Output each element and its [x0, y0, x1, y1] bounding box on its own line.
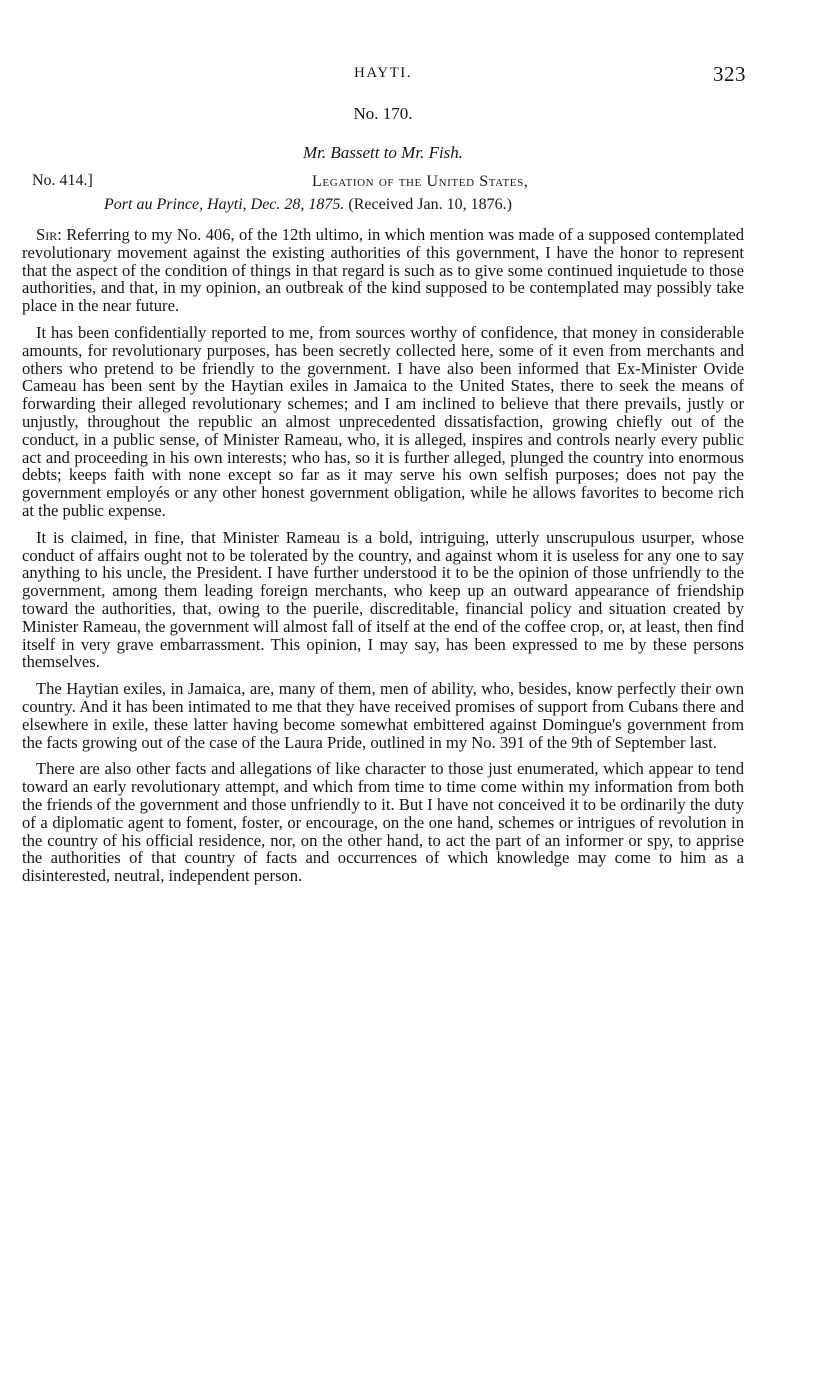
- place-date: Port au Prince, Hayti, Dec. 28, 1875.: [104, 196, 345, 213]
- received-date: (Received Jan. 10, 1876.): [348, 196, 512, 213]
- document-heading: Mr. Bassett to Mr. Fish.: [302, 143, 464, 162]
- paragraph: There are also other facts and allegations of like character to those just enumerated, which appear to tend toward an early revolutionary attempt, and which from time to time come within my information from both the friends of the government and those unfriendly to it. But I have not conceived it to be ordinarily the duty of a diplomatic agent to foment, foster, or encourage, on the one hand, schemes or intrigues of revolution in the country of his official residence, nor, on the other hand, to act the part of an informer or spy, to apprise the authorities of that country of facts and occurrences of which knowledge may come to him as a disinterested, neutral, independent person.: [22, 759, 744, 886]
- legation-line: Legation of the United States,: [312, 173, 529, 190]
- running-head: [22, 62, 744, 86]
- paragraph-text: Referring to my No. 406, of the 12th ultimo, in which mention was made of a supposed contemplated revolutionary movement against the existing authorities of this government, I have the honor to represent that the aspect of the condition of things in that regard is such as to give some continued inquietude to those authorities, and that, in my opinion, an outbreak of the kind supposed to be contemplated may possibly take place in the near future.: [22, 225, 744, 316]
- salutation: Sir:: [36, 225, 62, 244]
- letter-body: [22, 226, 744, 894]
- page-number: 323: [713, 62, 746, 86]
- running-title: HAYTI.: [353, 65, 413, 81]
- paragraph: [22, 226, 744, 315]
- document-number: No. 170.: [353, 104, 413, 123]
- dateline: [104, 196, 512, 214]
- paragraph: The Haytian exiles, in Jamaica, are, many of them, men of ability, who, besides, know perfectly their own country. And it has been intimated to me that they have received promises of support from Cubans there and elsewhere in exile, these latter having become somewhat embittered against Domingue's government from the facts growing out of the case of the Laura Pride, outlined in my No. 391 of the 9th of September last.: [22, 679, 744, 752]
- paragraph: It is claimed, in fine, that Minister Rameau is a bold, intriguing, utterly unscrupulous usurper, whose conduct of affairs ought not to be tolerated by the country, and against whom it is useless for any one to say anything to his uncle, the President. I have further understood it to be the opinion of those unfriendly to the government, among them leading foreign merchants, who keep up an outward appearance of friendship toward the authorities, that, owing to the puerile, discreditable, financial policy and situation created by Minister Rameau, the government will almost fall of itself at the end of the coffee crop, or, at least, then find itself in very grave embarrassment. This opinion, I may say, has been expressed to me by these persons themselves.: [22, 527, 744, 672]
- paragraph: It has been confidentially reported to me, from sources worthy of confidence, that money in considerable amounts, for revolutionary purposes, has been secretly collected here, some of it even from merchants and others who pretend to be friendly to the government. I have also been informed that Ex-Minister Ovide Cameau has been sent by the Haytian exiles in Jamaica to the United States, there to seek the means of forwarding their alleged revolutionary schemes; and I am inclined to believe that there prevails, justly or unjustly, throughout the republic an almost unprecedented dissatisfaction, growing chiefly out of the conduct, in a public sense, of Minister Rameau, who, it is alleged, inspires and controls nearly every public act and proceeding in his own interests; who has, so it is further alleged, plunged the country into enormous debts; keeps faith with none except so far as it may serve his own selfish purposes; does not pay the government employés or any other honest government obligation, while he allows favorites to become rich at the public expense.: [22, 322, 744, 520]
- reference-number: No. 414.]: [32, 172, 93, 189]
